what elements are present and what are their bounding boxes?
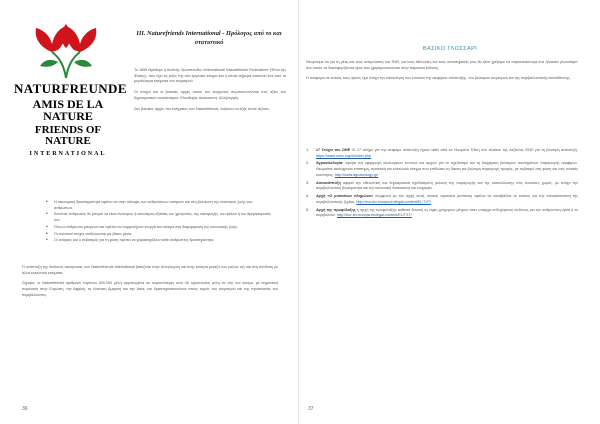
glossary-term: Αποανάπτυξη	[316, 180, 341, 185]
glossary-term: Αρχή της προφύλαξης	[316, 207, 356, 212]
logo-line-2: AMIS DE LA NATURE	[32, 97, 104, 123]
list-item: • Η οικονομική δραστηριότητα οφείλει να στην κάλυψη των ανθρώπινων αναγκών και στη βελτίωση της ποιότητας ζωής των ανθρώπων.	[44, 200, 272, 211]
glossary-link[interactable]: https://www.unric.org/el/index.php	[316, 153, 372, 158]
paragraph: Σήμερα, οι Naturefriends αριθμούν περίπου 500.000 μέλη οργανωμένα σε περισσότερες από 40 οργανώσεις μέλη σε όλο τον κόσμο, με σημαντική παρουσία στην Ευρώπη, την Αφρική, τη Λατινική Αμερική και την Ασία, και δραστηριοποιούνται στους τομείς του τουρισμού και της προστασίας του περιβάλλοντος.	[22, 281, 278, 297]
paragraph: Το 1895 ιδρύθηκε η Διεθνής Ομοσπονδία «International Naturefriends Federation» (Φίλοι της Φύσης), που έχει τις ρίζες της στο εργατικό κίνημα και η οποία σήμερα αποτελεί ένα από τα μεγαλύτερα κινήματα του τουρισμού.	[134, 68, 286, 84]
glossary-intro	[306, 60, 578, 87]
logo-wordmark	[14, 81, 127, 157]
glossary-link[interactable]: http://eur-lex.europa.eu/legal-content/EL/TXT/	[336, 213, 412, 218]
glossary-item	[306, 161, 578, 178]
list-item: • Οι πολιτικοί στόχοι επιδιώκονται μη-βίαιες μέσα.	[44, 232, 272, 238]
list-item: • Οι ανάγκες και ο σεβασμός για τη φύση πρέπει να χαρακτηρίζουν κάθε ανθρώπινη δραστηριότητα.	[44, 238, 272, 244]
list-item: • Κανένας άνθρωπος δε μπορεί να είναι ανώτερος ή κατώτερος εξαιτίας του χρώματος, της καταγωγής, του φύλου ή του θρησκεύματός του.	[44, 212, 272, 223]
glossary-text: Οι 17 στόχοι για την αειφόρο ανάπτυξη έχουν τεθεί από τα Ηνωμένα Έθνη στο πλαίσιο της Ατζέντας 2030 για τη βιώσιμη ανάπτυξη.	[351, 148, 578, 152]
paragraph: Οι στόχοι και οι βασικές αρχές αυτού του κινήματος συμπυκνώνονται στις αξίες του δημοκρατικού σοσιαλισμού: Ελευθερία, Δικαιοσύνη, Αλληλεγγύη.	[134, 90, 286, 100]
glossary-list	[306, 148, 578, 221]
glossary-number: 2.	[306, 161, 310, 166]
paragraph: Η ανάπτυξη της διεθνούς οικογένειας των Naturefriends International βασίζεται στην αλληλεγγύη και στην ισότητα μεταξύ των μελών της και στη σύνδεση με άλλα κοινωνικά κινήματα.	[22, 265, 278, 275]
logo-line-1: NATURFREUNDE	[14, 81, 127, 96]
naturfreunde-logo	[14, 22, 127, 198]
glossary-text: η αρχή της προφύλαξης καθιστά δυνατή τη λήψη γρήγορων μέτρων όταν υπάρχει ενδεχόμενος κίνδυνος για την ανθρώπινη υγεία ή το περιβάλλον.	[316, 207, 578, 218]
glossary-link[interactable]: http://eur-lex.europa.eu/legal-content/EL/TXT/	[356, 199, 432, 204]
principles-list	[44, 200, 272, 245]
glossary-number: 1.	[306, 148, 310, 152]
glossary-term: Αγροοικολογία:	[316, 161, 344, 166]
glossary-item	[306, 194, 578, 205]
glossary-term: Αρχή «Ο ρυπαίνων πληρώνει»	[316, 194, 374, 199]
paragraph: Στις βασικές αρχές του κινήματος των Naturefriends, ανήκουν τα εξής πέντε άξονες:	[134, 106, 270, 111]
glossary-text: αφορά την εφαρμογή οικολογικών εννοιών και αρχών για το σχεδιασμό και τη διαχείριση βιώσιμων συστημάτων παραγωγής τροφίμων. Θεωρείται ταυτόχρονα επιστήμη, πρακτική και κοινωνικό κίνημα που επιδιώκει τη δίκαιη και βιώσιμη παραγωγή τροφής, με σεβασμό στη φύση και στις τοπικές κοινότητες.	[316, 161, 578, 177]
page-number: 37	[308, 406, 314, 412]
glossary-text: σύμφωνα με την αρχή αυτή, όποιος προκαλεί ρύπανση οφείλει να καταβάλλει το κόστος για την αποκατάσταση της περιβαλλοντικής ζημίας.	[316, 194, 578, 204]
glossary-term: 17 Στόχοι του ΟΗΕ	[316, 148, 351, 152]
glossary-number: 3.	[306, 180, 310, 185]
glossary-item	[306, 148, 578, 159]
paragraph: Θεωρούμε ότι για τη μέλη και τους αναγνώστες του ΦτΘ, για τους εθελοντές και τους υποστηρικτές μας θα ήταν χρήσιμο να παρουσιάσουμε ένα «βασικό γλωσσάρι» στο οποίο να διασαφηνίζονται όροι που χρησιμοποιούνται στην παρούσα έκδοση.	[306, 60, 578, 70]
glossary-title: ΒΑΣΙΚΟ ΓΛΩΣΣΑΡΙ	[422, 46, 478, 52]
closing-text	[22, 265, 278, 304]
right-page	[300, 0, 600, 424]
page-number: 36	[22, 406, 28, 412]
glossary-number: 5.	[306, 207, 310, 212]
left-page	[0, 0, 299, 424]
glossary-item	[306, 208, 578, 219]
glossary-text: αφορά την εθελοντική και δημοκρατικά σχεδιασμένη μείωση της παραγωγής και της κατανάλωσης στις πλούσιες χώρες, με στόχο την περιβαλλοντική βιωσιμότητα και την κοινωνική δικαιοσύνη και ευημερία.	[316, 180, 578, 191]
glossary-number: 4.	[306, 194, 310, 199]
logo-line-3: FRIENDS OF NATURE	[34, 124, 102, 147]
glossary-link[interactable]: http://www.agroecology.gr/	[334, 172, 379, 177]
paragraph: Η αναφορά σε αυτούς τους όρους έχει στόχο την κατανόηση των εννοιών της αειφόρου ανάπτυξης, του βιώσιμου τουρισμού και της περιβαλλοντικής εκπαίδευσης.	[306, 76, 571, 81]
intro-text	[134, 68, 286, 117]
list-item: • Όλοι οι άνθρωποι μπορούν και πρέπει να συμμετέχουν ενεργά και ισότιμα στη διαμόρφωση της κοινωνικής ζωής.	[44, 225, 272, 231]
glossary-item	[306, 181, 578, 192]
flower-logo-icon	[30, 22, 102, 80]
section-title: ΙΙΙ. Naturefriends International - Πρόλογος από το και στατιστικό	[136, 30, 282, 46]
logo-line-4: INTERNATIONAL	[29, 151, 107, 157]
